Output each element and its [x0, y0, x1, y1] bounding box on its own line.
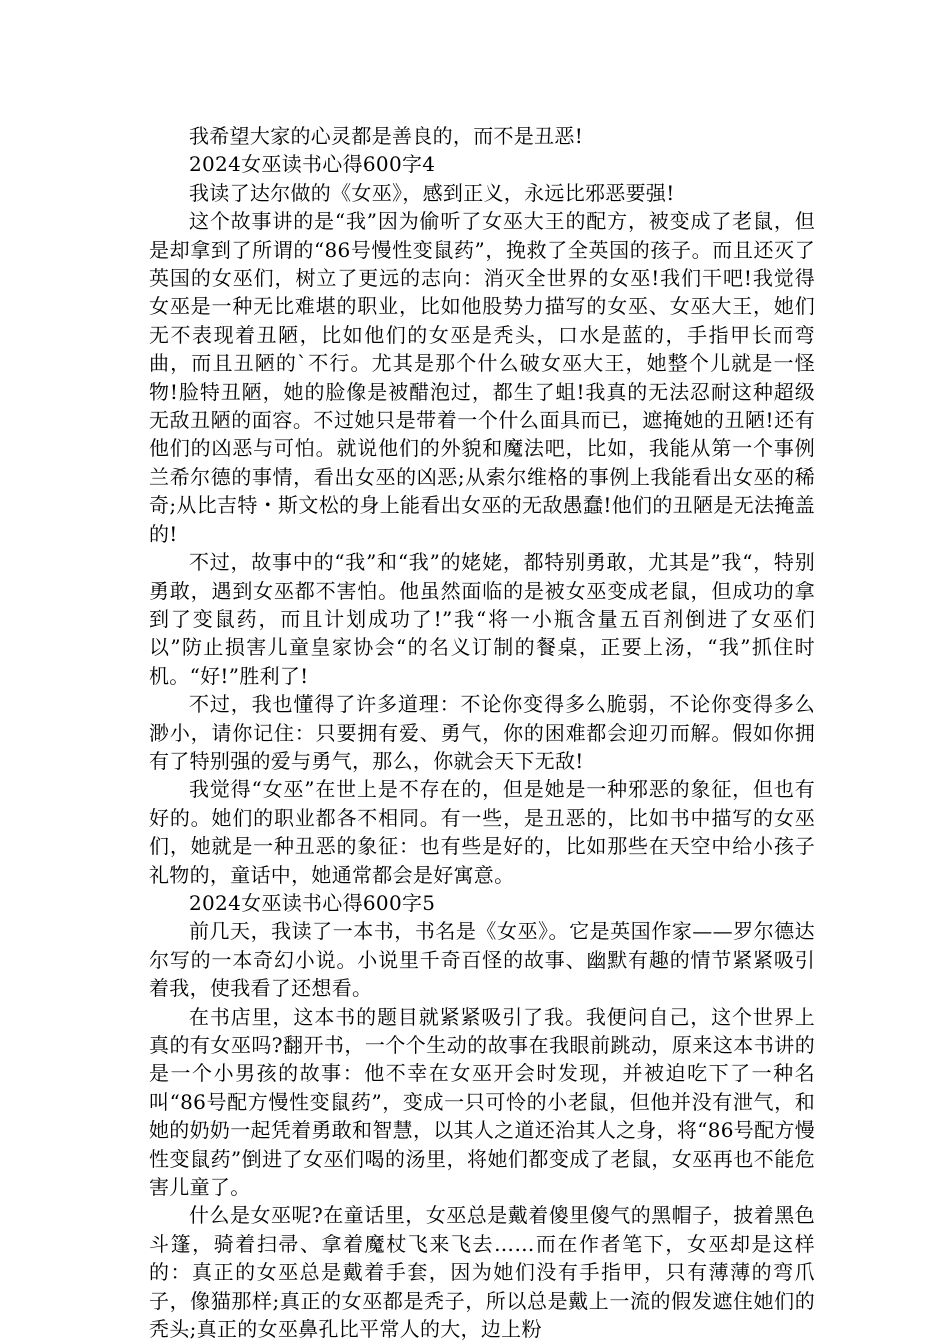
paragraph: 在书店里，这本书的题目就紧紧吸引了我。我便问自己，这个世界上真的有女巫吗?翻开书，一个个生动的故事在我眼前跳动，原来这本书讲的是一个小男孩的故事：他不幸在女巫开会时发现，并被迫吃下了一种名叫“86号配方慢性变鼠药”，变成一只可怜的小老鼠，但他并没有泄气，和她的奶奶一起凭着勇敢和智慧，以其人之道还治其人之身，将“86号配方慢性变鼠药”倒进了女巫们喝的汤里，将她们都变成了老鼠，女巫再也不能危害儿童了。: [149, 1004, 815, 1200]
paragraph: 我读了达尔做的《女巫》，感到正义，永远比邪恶要强!: [189, 180, 675, 205]
paragraph: 不过，我也懂得了许多道理：不论你变得多么脆弱，不论你变得多么渺小，请你记住：只要拥有爱、勇气，你的困难都会迎刃而解。假如你拥有了特别强的爱与勇气，那么，你就会天下无敌!: [149, 692, 815, 773]
paragraph: 什么是女巫呢?在童话里，女巫总是戴着傻里傻气的黑帽子，披着黑色斗篷，骑着扫帚、拿着魔杖飞来飞去……而在作者笔下，女巫却是这样的：真正的女巫总是戴着手套，因为她们没有手指甲，只有薄薄的弯爪子，像猫那样;真正的女巫都是秃子，所以总是戴上一流的假发遮住她们的秃头;真正的女巫鼻孔比平常人的大，边上粉: [149, 1203, 815, 1342]
paragraph: 我希望大家的心灵都是善良的，而不是丑恶!: [189, 124, 584, 148]
paragraph: 前几天，我读了一本书，书名是《女巫》。它是英国作家——罗尔德达尔写的一本奇幻小说。小说里千奇百怪的故事、幽默有趣的情节紧紧吸引着我，使我看了还想看。: [149, 919, 815, 1001]
paragraph: 这个故事讲的是“我”因为偷听了女巫大王的配方，被变成了老鼠，但是却拿到了所谓的“86号慢性变鼠药”，挽救了全英国的孩子。而且还灭了英国的女巫们，树立了更远的志向：消灭全世界的女巫!我们干吧!我觉得女巫是一种无比难堪的职业，比如他股势力描写的女巫、女巫大王，她们无不表现着丑陋，比如他们的女巫是秃头，口水是蓝的，手指甲长而弯曲，而且丑陋的`不行。尤其是那个什么破女巫大王，她整个儿就是一怪物!脸特丑陋，她的脸像是被醋泡过，都生了蛆!我真的无法忍耐这种超级无敌丑陋的面容。不过她只是带着一个什么面具而已，遮掩她的丑陋!还有他们的凶恶与可怕。就说他们的外貌和魔法吧，比如，我能从第一个事例兰希尔德的事情，看出女巫的凶恶;从索尔维格的事例上我能看出女巫的稀奇;从比吉特・斯文松的身上能看出女巫的无敌愚蠢!他们的丑陋是无法掩盖的!: [149, 209, 815, 546]
section-heading: 2024女巫读书心得600字4: [189, 152, 436, 177]
document-body: [149, 122, 815, 1343]
paragraph: 不过，故事中的“我”和“我”的姥姥，都特别勇敢，尤其是”我“，特别勇敢，遇到女巫都不害怕。他虽然面临的是被女巫变成老鼠，但成功的拿到了变鼠药，而且计划成功了!”我“将一小瓶含量五百剂倒进了女巫们以”防止损害儿童皇家协会“的名义订制的餐桌，正要上汤，“我”抓住时机。“好!”胜利了!: [149, 550, 815, 688]
paragraph: 我觉得“女巫”在世上是不存在的，但是她是一种邪恶的象征，但也有好的。她们的职业都各不相同。有一些，是丑恶的，比如书中描写的女巫们，她就是一种丑恶的象征：也有些是好的，比如那些在天空中给小孩子礼物的，童话中，她通常都会是好寓意。: [149, 777, 815, 887]
section-heading: 2024女巫读书心得600字5: [189, 890, 436, 915]
